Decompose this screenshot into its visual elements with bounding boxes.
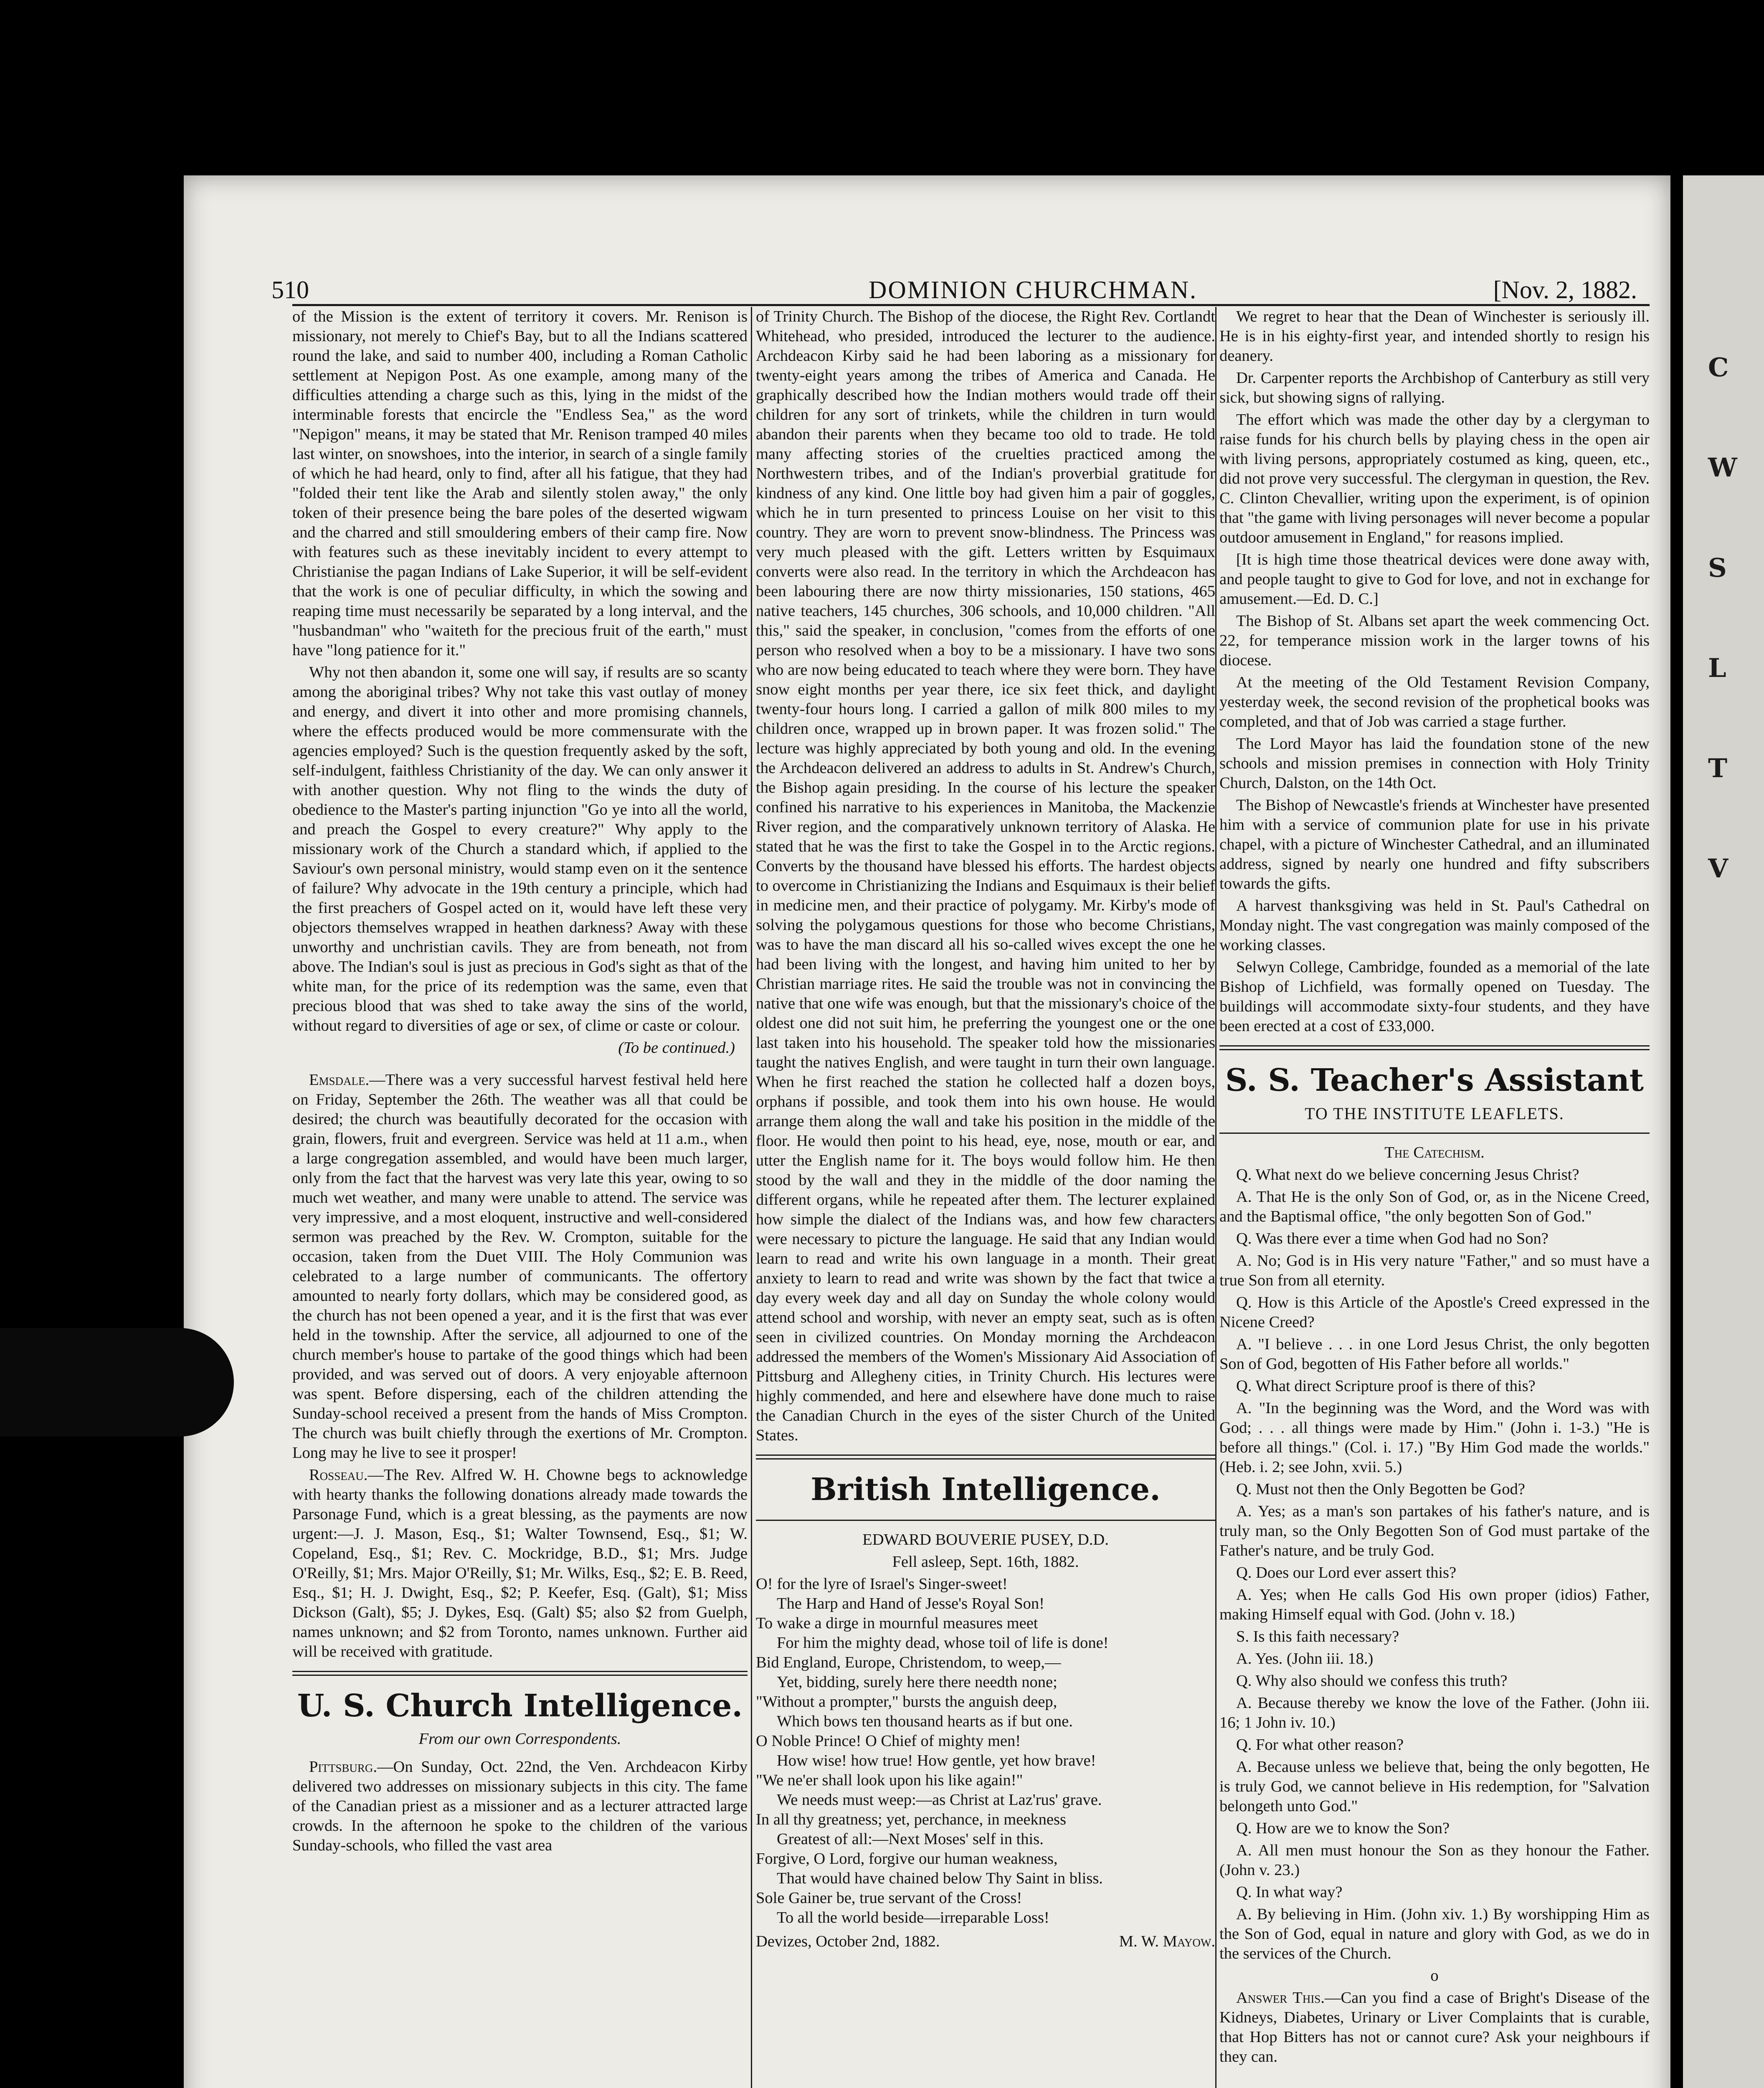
poem-line: How wise! how true! How gentle, yet how brave! (777, 1752, 1096, 1769)
catechism-entry: Q. How are we to know the Son? (1236, 1819, 1450, 1837)
editor-note: [It is high time those theatrical devices were done away with, and people taught to give to God for love, and not in exchange for amusement.—Ed. D. C.] (1219, 551, 1650, 608)
ad-text: —Can you find a case of Bright's Disease of the Kidneys, Diabetes, Urinary or Liver Complaints that is curable, that Hop Bitters has not or cannot cure? Ask your neighbours if they can. (1219, 1989, 1650, 2065)
catechism-heading: The Catechism. (1384, 1144, 1485, 1161)
section-subheading: TO THE INSTITUTE LEAFLETS. (1305, 1104, 1564, 1123)
section-divider (756, 1455, 1215, 1460)
adjacent-page-letters (1708, 317, 1758, 919)
news-item-text: —The Rev. Alfred W. H. Chowne begs to acknowledge with hearty thanks the following donations already made towards the Parsonage Fund, which is a great blessing, as the payments are now urgent:—J. J. Mason, Esq., $1; Walter Townsend, Esq., $1; W. Copeland, Esq., $1; Rev. C. Mockridge, B.D., $1; Mrs. Judge O'Reilly, $1; Mrs. Major O'Reilly, $1; Mr. Wilks, Esq., $2; E. B. Reed, Esq., $1; H. J. Dwight, Esq., $2; P. Keefer, Esq. (Galt), $1; Miss Dickson (Galt), $5; J. Dykes, Esq. (Galt) $5; also $2 from Guelph, names unknown; and $2 from Toronto, names unknown. Further aid will be received with gratitude. (292, 1466, 748, 1660)
catechism-entry: A. That He is the only Son of God, or, as in the Nicene Creed, and the Baptismal office, "the only begotten Son of God." (1219, 1188, 1650, 1225)
news-item: Dr. Carpenter reports the Archbishop of Canterbury as still very sick, but showing signs of rallying. (1219, 369, 1650, 406)
catechism-list (1219, 1165, 1650, 1964)
column-left (292, 307, 748, 1858)
poem-line: We needs must weep:—as Christ at Laz'rus' grave. (777, 1791, 1102, 1809)
advertisement (1219, 1988, 1650, 2067)
catechism-entry: Q. What next do we believe concerning Jesus Christ? (1236, 1166, 1579, 1183)
catechism-entry: A. Yes. (John iii. 18.) (1236, 1650, 1374, 1667)
news-item: We regret to hear that the Dean of Winchester is seriously ill. He is in his eighty-first year, and intended shortly to resign his deanery. (1219, 308, 1650, 365)
adjacent-page-letter: S (1708, 552, 1727, 583)
news-item: A harvest thanksgiving was held in St. Paul's Cathedral on Monday night. The vast congregation was mainly composed of the working classes. (1219, 897, 1650, 954)
section-rule (756, 1520, 1215, 1521)
poem-line: Sole Gainer be, true servant of the Cross! (756, 1889, 1022, 1907)
news-item: The Bishop of St. Albans set apart the week commencing Oct. 22, for temperance mission work in the larger towns of his diocese. (1219, 612, 1650, 669)
poem-line: To wake a dirge in mournful measures meet (756, 1614, 1038, 1632)
article-paragraph: of Trinity Church. The Bishop of the diocese, the Right Rev. Cortlandt Whitehead, who presided, introduced the lecturer to the audience. Archdeacon Kirby said he had been laboring as a missionary for twenty-eight years among the tribes of America and Canada. He graphically described how the Indian mothers would trade off their children for any sort of trinkets, while the children in turn would abandon their parents when they became too old to trade. He told many affecting stories of the cruelties practiced among the Northwestern tribes, and of the Indian's proverbial gratitude for kindness of any kind. One little boy had given him a pair of goggles, which he in turn presented to princess Louise on her visit to this country. They are worn to prevent snow-blindness. The Princess was very much pleased with the gift. Letters written by Esquimaux converts were also read. In the territory in which the Archdeacon has been labouring there are now thirty missionaries, 150 stations, 465 native teachers, 145 churches, 306 schools, and 10,000 children. "All this," said the speaker, in conclusion, "comes from the efforts of one person who resolved when a boy to be a missionary. I have two sons who are now being educated to teach where they were born. They have snow eight months per year there, ice six feet thick, and daylight twenty-four hours long. I carried a gallon of milk 800 miles to my children once, wrapped up in brown paper. It was frozen solid." The lecture was highly appreciated by both young and old. In the evening the Archdeacon delivered an address to adults in St. Andrew's Church, the Bishop again presiding. In the course of his lecture the speaker confined his narrative to his experiences in Manitoba, the Mackenzie River region, and the comparatively unknown territory of Alaska. He stated that he was the first to take the Gospel in to the Arctic regions. Converts by the thousand have blessed his efforts. The hardest objects to overcome in Christianizing the Indians and Esquimaux is their belief in medicine men, and their practice of polygamy. Mr. Kirby's mode of solving the polygamous questions for those who become Christians, was to have the man discard all his so-called wives except the one he had been living with the longest, and having him united to her by Christian marriage rites. He said the trouble was not in convincing the native that one wife was enough, but that the missionary's choice of the oldest one did not suit him, he preferring the youngest one or the one last taken into his household. The speaker told how the missionaries taught the natives English, and were taught in turn their own language. When he first reached the station he collected half a dozen boys, orphans if possible, and took them into his own house. He would arrange them along the wall and take his position in the middle of the floor. He would then point to his head, eye, nose, mouth or ear, and utter the English name for it. The boys would follow him. He then stood by the wall and they in the middle of the door naming the different organs, while he repeated after them. The lecturer explained how simple the dialect of the Indians was, and how few characters were necessary to picture the language. He said that any Indian would learn to read and write his own language in a month. Their great anxiety to learn to read and write was shown by the fact that twice a day every week day and all day on Sunday the whole colony would attend school and worship, with never an empty seat, such as is often seen in civilized countries. On Monday morning the Archdeacon addressed the members of the Women's Missionary Aid Association of Pittsburg and Allegheny cities, in Trinity Church. His lectures were highly commended, and here and elsewhere have done much to raise the Canadian Church in the eyes of the sister Church of the United States. (756, 308, 1215, 1444)
catechism-entry: Q. For what other reason? (1236, 1736, 1404, 1754)
section-divider (292, 1671, 748, 1676)
header-rule (292, 304, 1650, 306)
column-rule-1 (751, 307, 752, 2088)
page-number: 510 (271, 276, 309, 304)
ad-heading: Answer This. (1236, 1989, 1325, 2007)
catechism-entry: A. Yes; when He calls God His own proper (idios) Father, making Himself equal with God. (John v. 18.) (1219, 1586, 1650, 1623)
news-item-text: —On Sunday, Oct. 22nd, the Ven. Archdeacon Kirby delivered two addresses on missionary subjects in this city. The fame of the Canadian priest as a missioner and as a lecturer attracted large crowds. In the afternoon he spoke to the children of the various Sunday-schools, who filled the vast area (292, 1758, 748, 1854)
poem-line: Forgive, O Lord, forgive our human weakness, (756, 1850, 1058, 1868)
catechism-entry: Q. Was there ever a time when God had no Son? (1236, 1230, 1549, 1247)
poem-line: O Noble Prince! O Chief of mighty men! (756, 1732, 1021, 1750)
poem (756, 1574, 1215, 1928)
news-item: The effort which was made the other day by a clergyman to raise funds for his church bells by playing chess in the open air with living persons, appropriately costumed as king, queen, etc., did not prove very successful. The clergyman in question, the Rev. C. Clinton Chevallier, writing upon the experiment, is of opinion that "the game with living personages will never become a popular outdoor amusement in England," for reasons implied. (1219, 411, 1650, 546)
adjacent-page-letter: V (1708, 853, 1729, 884)
adjacent-page-letter: C (1708, 352, 1729, 383)
catechism-entry: A. Because thereby we know the love of the Father. (John iii. 16; 1 John iv. 10.) (1219, 1694, 1650, 1731)
news-item-rosseau (292, 1465, 748, 1662)
catechism-entry: A. All men must honour the Son as they honour the Father. (John v. 23.) (1219, 1842, 1650, 1879)
catechism-entry: Q. In what way? (1236, 1883, 1343, 1901)
poem-line: O! for the lyre of Israel's Singer-sweet! (756, 1575, 1008, 1593)
news-item: Selwyn College, Cambridge, founded as a memorial of the late Bishop of Lichfield, was formally opened on Tuesday. The buildings will accommodate sixty-four students, and they have been erected at a cost of £33,000. (1219, 958, 1650, 1035)
catechism-entry: A. "In the beginning was the Word, and the Word was with God; . . . all things were made by Him." (John i. 1-3.) "He is before all things." (Col. i. 17.) "By Him God made the worlds." (Heb. i. 2; see John, xvii. 5.) (1219, 1399, 1650, 1476)
poem-title: EDWARD BOUVERIE PUSEY, D.D. (862, 1531, 1109, 1548)
news-item-emsdale (292, 1070, 748, 1463)
article-paragraph: Why not then abandon it, some one will say, if results are so scanty among the aboriginal tribes? Why not take this vast outlay of money and energy, and divert it into other and more promising channels, where the effects produced would be more commensurate with the agencies employed? Such is the question frequently asked by the soft, self-indulgent, faithless Christianity of the day. We can only answer it with another question. Why not fling to the winds the duty of obedience to the Master's parting injunction "Go ye into all the world, and preach the Gospel to every creature?" Why apply to the missionary work of the Church a standard which, if applied to the Saviour's own personal ministry, would stamp even on it the sentence of failure? Why advocate in the 19th century a principle, which had the first preachers of Gospel acted on it, would have left these very objectors themselves wrapped in heathen darkness? Away with these unworthy and unchristian cavils. They are from beneath, not from above. The Indian's soul is just as precious in God's sight as that of the white man, for the price of its redemption was the same, even that precious blood that was shed to take away the sins of the world, without regard to diversities of age or sex, of clime or caste or colour. (292, 664, 748, 1034)
catechism-entry: A. Yes; as a man's son partakes of his father's nature, and is truly man, so the Only Begotten Son of God must partake of the Father's nature, and be truly God. (1219, 1503, 1650, 1559)
poem-line: "We ne'er shall look upon his like again!" (756, 1771, 1023, 1789)
poem-author: M. W. Mayow. (1119, 1933, 1215, 1950)
catechism-entry: S. Is this faith necessary? (1236, 1628, 1399, 1645)
news-item: The Lord Mayor has laid the foundation stone of the new schools and mission premises in connection with Holy Trinity Church, Dalston, on the 14th Oct. (1219, 735, 1650, 792)
column-rule-2 (1215, 307, 1217, 2088)
section-heading-us-church: U. S. Church Intelligence. (297, 1688, 743, 1724)
poem-line: Bid England, Europe, Christendom, to weep,— (756, 1654, 1061, 1671)
catechism-entry: A. "I believe . . . in one Lord Jesus Christ, the only begotten Son of God, begotten of His Father before all worlds." (1219, 1335, 1650, 1373)
issue-date: [Nov. 2, 1882. (1493, 276, 1637, 304)
catechism-entry: A. Because unless we believe that, being the only begotten, He is truly God, we cannot believe in His redemption, for "Salvation belongeth unto God." (1219, 1758, 1650, 1815)
catechism-entry: Q. How is this Article of the Apostle's Creed expressed in the Nicene Creed? (1219, 1294, 1650, 1331)
adjacent-page-letter: L (1708, 653, 1726, 683)
poem-line: In all thy greatness; yet, perchance, in meekness (756, 1811, 1066, 1828)
article-paragraph: of the Mission is the extent of territory it covers. Mr. Renison is missionary, not merely to Chief's Bay, but to all the Indians scattered round the lake, and said to number 400, including a Roman Catholic settlement at Nepigon Post. As one example, among many of the difficulties attending a charge such as this, lying in the midst of the interminable forests that encircle the "Endless Sea," as the word "Nepigon" means, it may be stated that Mr. Renison tramped 40 miles last winter, on snowshoes, into the interior, in search of a single family of which he had heard, only to find, after all his fatigue, that they had "folded their tent like the Arab and silently stolen away," the only token of their presence being the bare poles of the deserted wigwam and the charred and still smouldering embers of their camp fire. Now with features such as these inevitably incident to every attempt to Christianise the pagan Indians of Lake Superior, it will be self-evident that the work is one of peculiar difficulty, in which the sowing and reaping time must necessarily be separated by a long interval, and the "husbandman" who "waiteth for the precious fruit of the earth," must have "long patience for it." (292, 308, 748, 659)
section-rule (1219, 1133, 1650, 1134)
place-heading: Emsdale. (309, 1071, 370, 1089)
catechism-entry: A. No; God is in His very nature "Father," and so must have a true Son from all eternity. (1219, 1252, 1650, 1289)
poem-line: That would have chained below Thy Saint in bliss. (777, 1870, 1103, 1887)
poem-place: Devizes, October 2nd, 1882. (756, 1933, 940, 1950)
news-item: At the meeting of the Old Testament Revision Company, yesterday week, the second revision of the prophetical books was completed, and that of Job was carried a stage further. (1219, 674, 1650, 730)
section-heading-british: British Intelligence. (811, 1472, 1161, 1508)
adjacent-page-letter: T (1708, 753, 1728, 783)
poem-line: Yet, bidding, surely here there needth none; (777, 1673, 1057, 1691)
publication-title: DOMINION CHURCHMAN. (869, 276, 1198, 304)
news-item: The Bishop of Newcastle's friends at Winchester have presented him with a service of communion plate for use in his private chapel, with a picture of Winchester Cathedral, and an illuminated address, signed by nearly one hundred and fifty subscribers towards the gifts. (1219, 796, 1650, 892)
poem-line: "Without a prompter," bursts the anguish deep, (756, 1693, 1057, 1710)
place-heading: Pittsburg. (309, 1758, 378, 1776)
column-middle (756, 307, 1215, 1951)
catechism-entry: Q. What direct Scripture proof is there of this? (1236, 1377, 1536, 1395)
poem-line: Greatest of all:—Next Moses' self in this. (777, 1830, 1044, 1848)
poem-line: To all the world beside—irreparable Loss! (777, 1909, 1049, 1926)
news-item-pittsburg (292, 1757, 748, 1855)
catechism-entry: A. By believing in Him. (John xiv. 1.) By worshipping Him as the Son of God, equal in nature and glory with God, as we do in the services of the Church. (1219, 1906, 1650, 1962)
poem-line: The Harp and Hand of Jesse's Royal Son! (777, 1595, 1044, 1612)
thumb-shadow (0, 1328, 234, 1437)
to-be-continued: (To be continued.) (618, 1039, 735, 1057)
poem-line: For him the mighty dead, whose toil of life is done! (777, 1634, 1109, 1652)
catechism-entry: Q. Does our Lord ever assert this? (1236, 1564, 1457, 1581)
poem-signature (756, 1932, 1215, 1951)
poem-subtitle: Fell asleep, Sept. 16th, 1882. (892, 1553, 1079, 1571)
catechism-entry: Q. Must not then the Only Begotten be God? (1236, 1480, 1525, 1498)
ornament-divider: o (1430, 1967, 1439, 1984)
adjacent-page-letter: W (1708, 452, 1737, 483)
news-item-text: —There was a very successful harvest festival held here on Friday, September the 26th. The weather was all that could be desired; the church was beautifully decorated for the occasion with grain, flowers, fruit and evergreen. Service was held at 11 a.m., when a large congregation assembled, and would have been much larger, only from the fact that the harvest was very late this year, owing to so much wet weather, and many were unable to attend. The service was very impressive, and a most eloquent, instructive and well-considered sermon was preached by the Rev. W. Crompton, suitable for the occasion, taken from the Duet VIII. The Holy Communion was celebrated to a large number of communicants. The offertory amounted to nearly forty dollars, which may be considered good, as the church has not been opened a year, and it is the first that was ever held in the township. After the service, all adjourned to one of the church member's house to partake of the good things which had been provided, and was served out of doors. A very enjoyable afternoon was spent. Before dispersing, each of the children attending the Sunday-school received a present from the hands of Miss Crompton. The church was built chiefly through the exertions of Mr. Crompton. Long may he live to see it prosper! (292, 1071, 748, 1462)
section-divider (1219, 1045, 1650, 1050)
place-heading: Rosseau. (309, 1466, 368, 1484)
column-right (1219, 307, 1650, 2069)
section-subheading: From our own Correspondents. (418, 1730, 621, 1748)
poem-line: Which bows ten thousand hearts as if but one. (777, 1713, 1073, 1730)
catechism-entry: Q. Why also should we confess this truth? (1236, 1672, 1508, 1690)
section-heading-ss-teacher: S. S. Teacher's Assistant (1225, 1062, 1644, 1098)
